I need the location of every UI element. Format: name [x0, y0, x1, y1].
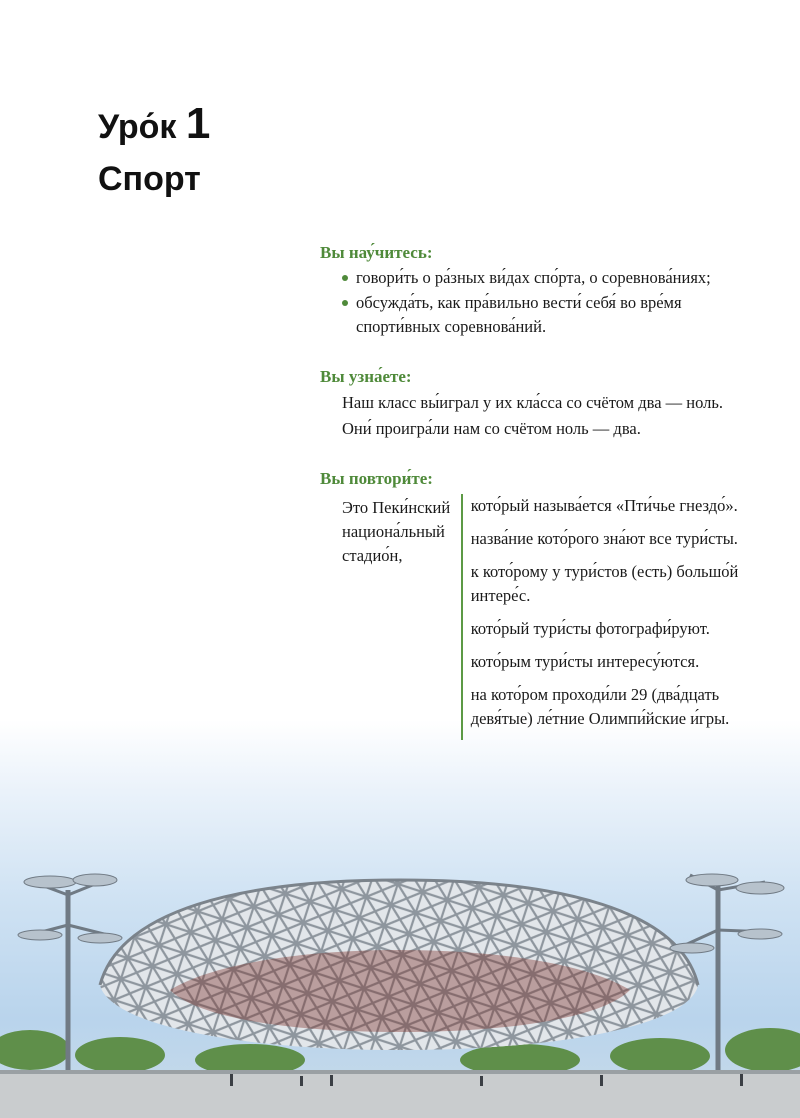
relative-clause-option: на кото́ром проходи́ли 29 (два́дцать девя́тые) ле́тние Олимпи́йские и́гры.: [470, 685, 730, 728]
repeat-divider: [461, 494, 463, 740]
plaza: [0, 1072, 800, 1118]
repeat-main-clause: Это Пеки́нский национа́льный стадио́н,: [342, 498, 451, 565]
example-sentence: Наш класс вы́играл у их кла́сса со счётом два — ноль.: [342, 393, 724, 412]
lesson-number: 1: [185, 99, 211, 148]
learn-list: [320, 266, 740, 339]
bullet-dot-icon: [342, 300, 348, 306]
repeat-table: [320, 494, 740, 740]
know-examples: [320, 390, 740, 442]
lesson-label: Уро́к: [98, 108, 177, 146]
relative-clause-option: кото́рый называ́ется «Пти́чье гнездо́».: [470, 496, 738, 515]
repeat-heading: Вы повтори́те:: [320, 469, 433, 488]
list-item: обсужда́ть, как пра́вильно вести́ себя́ во вре́мя спорти́вных соревнова́ний.: [320, 291, 740, 339]
lesson-objectives: [320, 240, 740, 740]
repeat-options: [471, 494, 740, 740]
stadium: [90, 870, 710, 1060]
example-sentence: Они́ проигра́ли нам со счётом ноль — два.: [342, 419, 641, 438]
relative-clause-option: к кото́рому у тури́стов (есть) большо́й интере́с.: [470, 562, 739, 605]
list-item: говори́ть о ра́зных ви́дах спо́рта, о соревнова́ниях;: [320, 266, 740, 290]
relative-clause-option: кото́рый тури́сты фотографи́руют.: [470, 619, 710, 638]
lesson-number-line: [98, 98, 210, 153]
relative-clause-option: кото́рым тури́сты интересу́ются.: [470, 652, 700, 671]
lesson-heading: [98, 98, 210, 205]
relative-clause-option: назва́ние кото́рого зна́ют все тури́сты.: [470, 529, 738, 548]
birds-nest-stadium-photo: [0, 720, 800, 1118]
lesson-title: Спорт: [98, 160, 201, 198]
learn-heading: Вы нау́читесь:: [320, 243, 433, 262]
know-heading: Вы узна́ете:: [320, 367, 412, 386]
bullet-dot-icon: [342, 275, 348, 281]
